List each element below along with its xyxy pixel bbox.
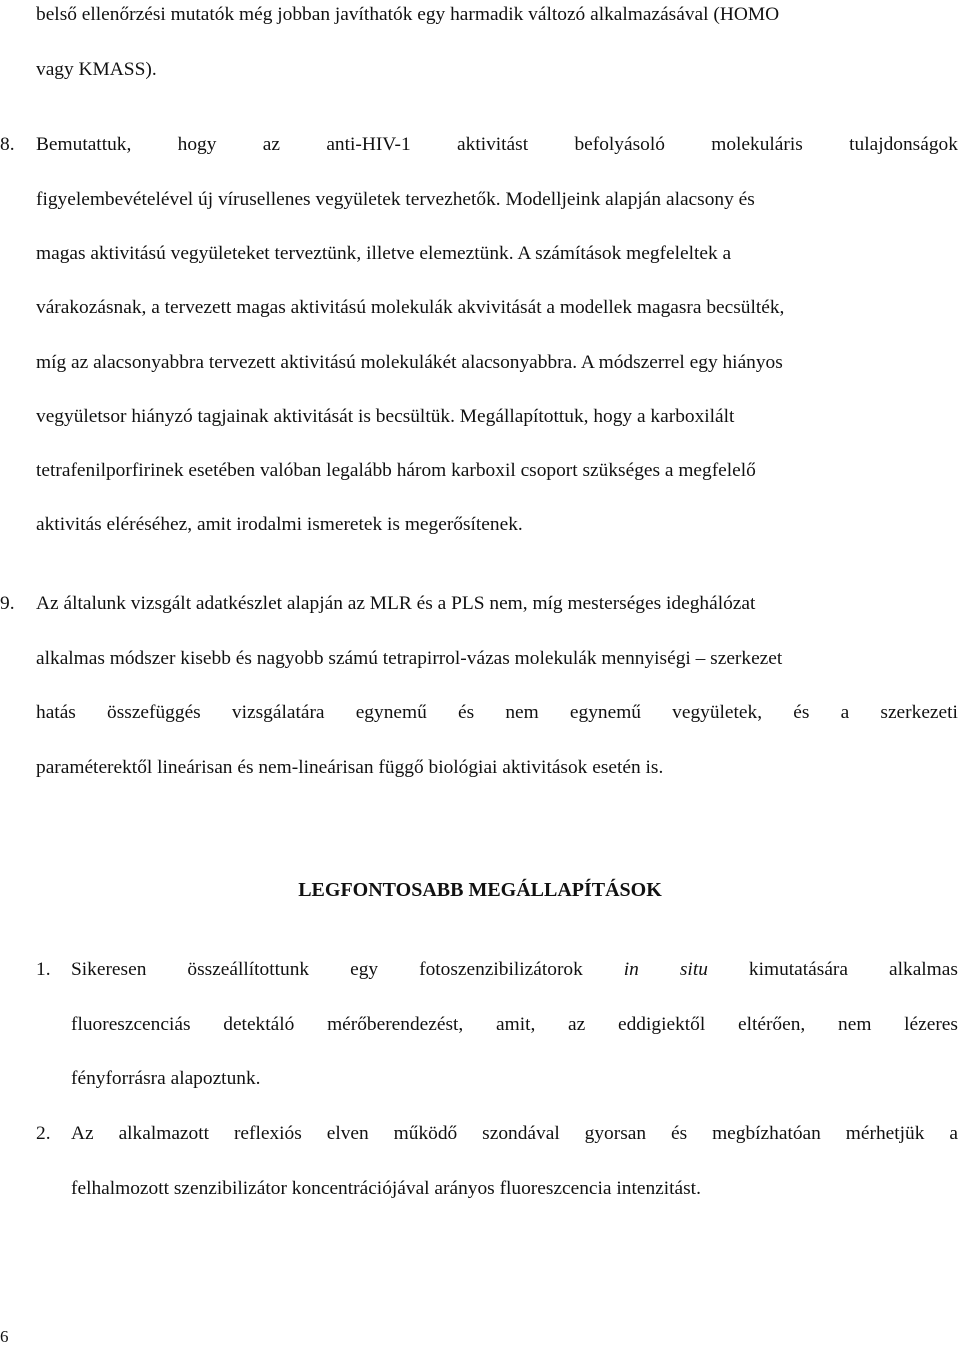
text-line: Bemutattuk, hogy az anti-HIV-1 aktivitást befolyásoló molekuláris tulajdonságok: [36, 134, 958, 155]
italic-term: in: [623, 959, 639, 980]
text-line: fényforrásra alapoztunk.: [71, 1068, 261, 1089]
text-line: figyelembevételével új vírusellenes vegyületek tervezhetők. Modelljeink alapján alacsony és: [36, 189, 755, 210]
list-number: 2.: [36, 1123, 51, 1144]
list-number: 9.: [0, 593, 15, 614]
text-line: Az alkalmazott reflexiós elven működő szondával gyorsan és megbízhatóan mérhetjük a: [71, 1123, 958, 1144]
text-line: alkalmas módszer kisebb és nagyobb számú tetrapirrol-vázas molekulák mennyiségi – szerkezet: [36, 648, 783, 669]
text-line: Sikeresen összeállítottunk egy fotoszenzibilizátorok in situ kimutatására alkalmas: [71, 959, 958, 980]
italic-term: situ: [679, 959, 708, 980]
page-number: 6: [0, 1327, 9, 1346]
text-line: vagy KMASS).: [36, 59, 157, 80]
text-line: várakozásnak, a tervezett magas aktivitású molekulák akvivitását a modellek magasra becsülték,: [36, 297, 785, 318]
text-line: aktivitás eléréséhez, amit irodalmi ismeretek is megerősítenek.: [36, 514, 523, 535]
section-heading: LEGFONTOSABB MEGÁLLAPÍTÁSOK: [298, 879, 662, 901]
text-line: felhalmozott szenzibilizátor koncentrációjával arányos fluoreszcencia intenzitást.: [71, 1178, 701, 1199]
text-line: belső ellenőrzési mutatók még jobban javíthatók egy harmadik változó alkalmazásával (HOMO: [36, 4, 780, 25]
list-number: 8.: [0, 134, 15, 155]
text-line: fluoreszcenciás detektáló mérőberendezést, amit, az eddigiektől eltérően, nem lézeres: [71, 1014, 958, 1035]
text-line: paraméterektől lineárisan és nem-lineárisan függő biológiai aktivitások esetén is.: [36, 757, 664, 778]
text-line: Az általunk vizsgált adatkészlet alapján az MLR és a PLS nem, míg mesterséges ideghálózat: [36, 593, 756, 614]
text-line: hatás összefüggés vizsgálatára egynemű és nem egynemű vegyületek, és a szerkezeti: [36, 702, 958, 723]
text-line: míg az alacsonyabbra tervezett aktivitású molekulákét alacsonyabbra. A módszerrel egy hiányos: [36, 352, 783, 373]
text-line: vegyületsor hiányzó tagjainak aktivitását is becsültük. Megállapítottuk, hogy a karboxilált: [36, 406, 735, 427]
list-number: 1.: [36, 959, 51, 980]
text-line: tetrafenilporfirinek esetében valóban legalább három karboxil csoport szükséges a megfelelő: [36, 460, 756, 481]
text-line: magas aktivitású vegyületeket terveztünk, illetve elemeztünk. A számítások megfeleltek a: [36, 243, 732, 264]
